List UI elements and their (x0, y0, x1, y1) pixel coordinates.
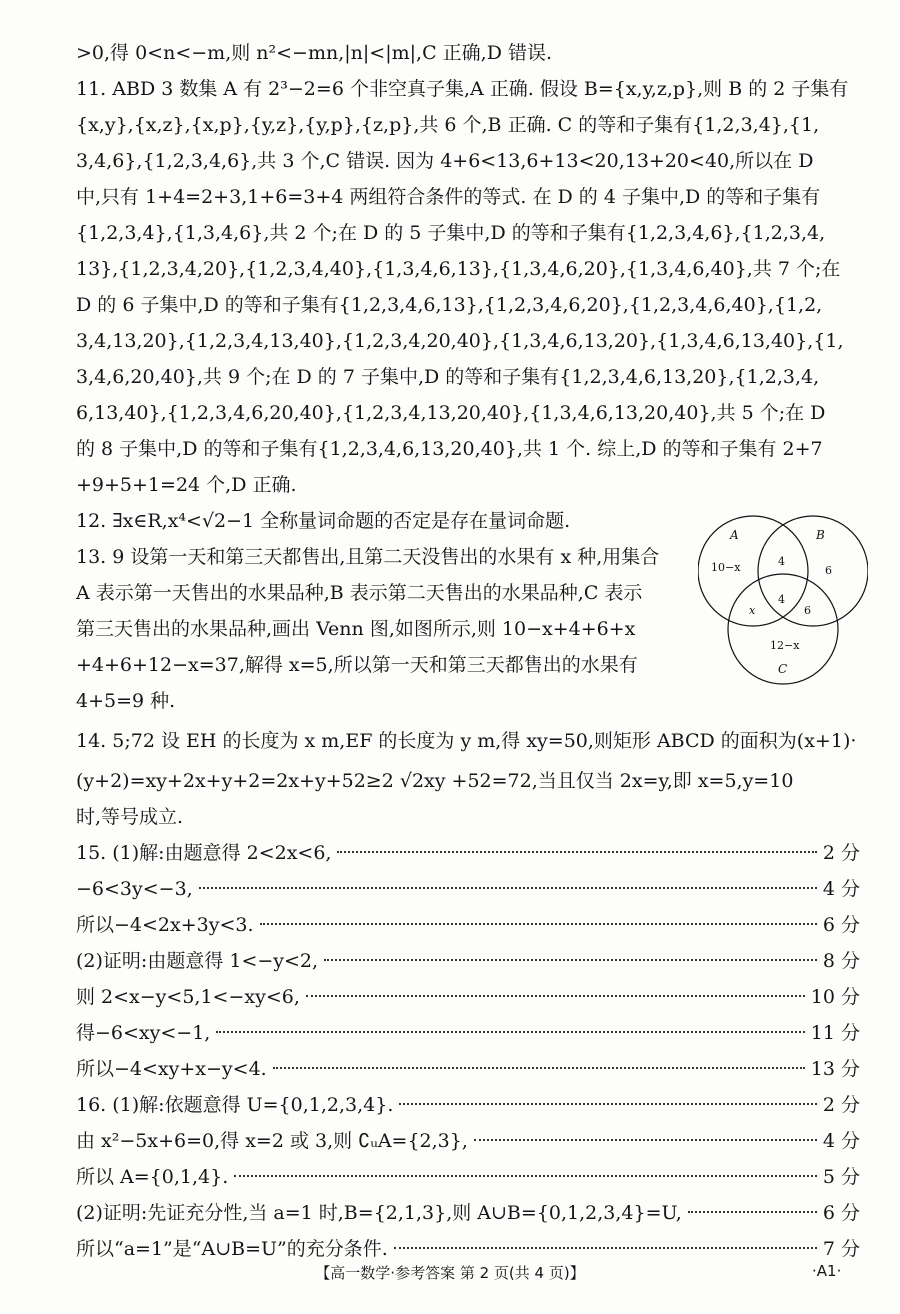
scored-line-text: 所以“a=1”是“A∪B=U”的充分条件. (76, 1238, 388, 1260)
scored-line-text: 16. (1)解:依题意得 U={0,1,2,3,4}. (76, 1094, 394, 1116)
score-points: 13 分 (810, 1058, 860, 1080)
text-line: A 表示第一天售出的水果品种,B 表示第二天售出的水果品种,C 表示 (76, 582, 643, 604)
venn-region-bc: 6 (804, 604, 811, 617)
page-footer: 【高一数学·参考答案 第 2 页(共 4 页)】 (315, 1264, 585, 1282)
score-points: 2 分 (822, 1094, 860, 1116)
score-points: 10 分 (810, 986, 860, 1008)
text-line: 13. 9 设第一天和第三天都售出,且第二天没售出的水果有 x 种,用集合 (76, 546, 660, 568)
dot-leader (394, 1247, 817, 1249)
text-line: 第三天售出的水果品种,画出 Venn 图,如图所示,则 10−x+4+6+x (76, 618, 636, 640)
venn-region-abc: 4 (778, 593, 785, 606)
score-points: 2 分 (822, 842, 860, 864)
text-line: 6,13,40},{1,2,3,4,6,20,40},{1,2,3,4,13,20,40},{1,3,4,6,13,20,40},共 5 个;在 D (76, 402, 826, 424)
text-line: 13},{1,2,3,4,20},{1,2,3,4,40},{1,3,4,6,13},{1,3,4,6,20},{1,3,4,6,40},共 7 个;在 (76, 258, 841, 280)
dot-leader (234, 1175, 817, 1177)
venn-region-b-only: 6 (825, 564, 832, 577)
scored-line (76, 840, 860, 866)
text-line: 12. ∃x∈R,x⁴<√2−1 全称量词命题的否定是存在量词命题. (76, 510, 571, 532)
scored-line-text: (2)证明:由题意得 1<−y<2, (76, 950, 319, 972)
dot-leader (337, 851, 816, 853)
scored-line (76, 1056, 860, 1082)
text-line: 14. 5;72 设 EH 的长度为 x m,EF 的长度为 y m,得 xy=50,则矩形 ABCD 的面积为(x+1)· (76, 730, 857, 752)
footer-code: ·A1· (812, 1262, 842, 1280)
scored-line (76, 1092, 860, 1118)
venn-label-c: C (778, 662, 788, 676)
text-line: 3,4,6},{1,2,3,4,6},共 3 个,C 错误. 因为 4+6<13,6+13<20,13+20<40,所以在 D (76, 150, 814, 172)
venn-label-b: B (816, 528, 825, 542)
venn-circle-b (758, 516, 868, 626)
text-line: {1,2,3,4},{1,3,4,6},共 2 个;在 D 的 5 子集中,D 的等和子集有{1,2,3,4,6},{1,2,3,4, (76, 222, 826, 244)
text-line: 时,等号成立. (76, 806, 184, 828)
scored-line (76, 1020, 860, 1046)
text-line: 11. ABD 3 数集 A 有 2³−2=6 个非空真子集,A 正确. 假设 B={x,y,z,p},则 B 的 2 子集有 (76, 78, 849, 100)
scored-line-text: 得−6<xy<−1, (76, 1022, 211, 1044)
scored-line-text: 由 x²−5x+6=0,得 x=2 或 3,则 ∁ᵤA={2,3}, (76, 1130, 468, 1152)
text-line: {x,y},{x,z},{x,p},{y,z},{y,p},{z,p},共 6 个,B 正确. C 的等和子集有{1,2,3,4},{1, (76, 114, 820, 136)
score-points: 6 分 (822, 914, 860, 936)
score-points: 8 分 (822, 950, 860, 972)
scored-line (76, 1164, 860, 1190)
text-line: (y+2)=xy+2x+y+2=2x+y+52≥2 √2xy +52=72,当且仅当 2x=y,即 x=5,y=10 (76, 770, 794, 792)
dot-leader (399, 1103, 816, 1105)
score-points: 4 分 (822, 878, 860, 900)
scored-line-text: 15. (1)解:由题意得 2<2x<6, (76, 842, 332, 864)
dot-leader (306, 995, 805, 997)
text-line: >0,得 0<n<−m,则 n²<−mn,|n|<|m|,C 正确,D 错误. (76, 42, 553, 64)
scored-line-text: 则 2<x−y<5,1<−xy<6, (76, 986, 300, 1008)
scored-line (76, 1128, 860, 1154)
venn-diagram (698, 511, 868, 689)
dot-leader (260, 923, 817, 925)
venn-region-a-only: 10−x (711, 561, 741, 574)
text-line: 3,4,13,20},{1,2,3,4,13,40},{1,2,3,4,20,40},{1,3,4,6,13,20},{1,3,4,6,13,40},{1, (76, 330, 844, 352)
scored-line-text: 所以−4<2x+3y<3. (76, 914, 254, 936)
venn-region-ab: 4 (778, 555, 785, 568)
dot-leader (688, 1211, 817, 1213)
scored-line-text: 所以 A={0,1,4}. (76, 1166, 229, 1188)
text-line: 的 8 子集中,D 的等和子集有{1,2,3,4,6,13,20,40},共 1 个. 综上,D 的等和子集有 2+7 (76, 438, 823, 460)
text-line: +4+6+12−x=37,解得 x=5,所以第一天和第三天都售出的水果有 (76, 654, 638, 676)
venn-region-c-only: 12−x (770, 639, 800, 652)
text-line: 3,4,6,20,40},共 9 个;在 D 的 7 子集中,D 的等和子集有{1,2,3,4,6,13,20},{1,2,3,4, (76, 366, 820, 388)
venn-label-a: A (730, 528, 739, 542)
score-points: 5 分 (822, 1166, 860, 1188)
scored-line-text: (2)证明:先证充分性,当 a=1 时,B={2,1,3},则 A∪B={0,1,2,3,4}=U, (76, 1202, 682, 1224)
text-line: 中,只有 1+4=2+3,1+6=3+4 两组符合条件的等式. 在 D 的 4 子集中,D 的等和子集有 (76, 186, 821, 208)
scored-line (76, 1236, 860, 1262)
scored-line (76, 912, 860, 938)
dot-leader (199, 887, 817, 889)
scored-line (76, 876, 860, 902)
text-line: +9+5+1=24 个,D 正确. (76, 474, 297, 496)
dot-leader (324, 959, 817, 961)
text-line: 4+5=9 种. (76, 690, 176, 712)
score-points: 11 分 (810, 1022, 860, 1044)
score-points: 4 分 (822, 1130, 860, 1152)
scored-line-text: 所以−4<xy+x−y<4. (76, 1058, 267, 1080)
dot-leader (216, 1031, 804, 1033)
venn-region-ac: x (749, 604, 756, 617)
dot-leader (474, 1139, 817, 1141)
scored-line (76, 1200, 860, 1226)
scored-line-text: −6<3y<−3, (76, 878, 193, 900)
scored-line (76, 984, 860, 1010)
score-points: 7 分 (822, 1238, 860, 1260)
dot-leader (273, 1067, 805, 1069)
score-points: 6 分 (822, 1202, 860, 1224)
scored-line (76, 948, 860, 974)
text-line: D 的 6 子集中,D 的等和子集有{1,2,3,4,6,13},{1,2,3,4,6,20},{1,2,3,4,6,40},{1,2, (76, 294, 823, 316)
